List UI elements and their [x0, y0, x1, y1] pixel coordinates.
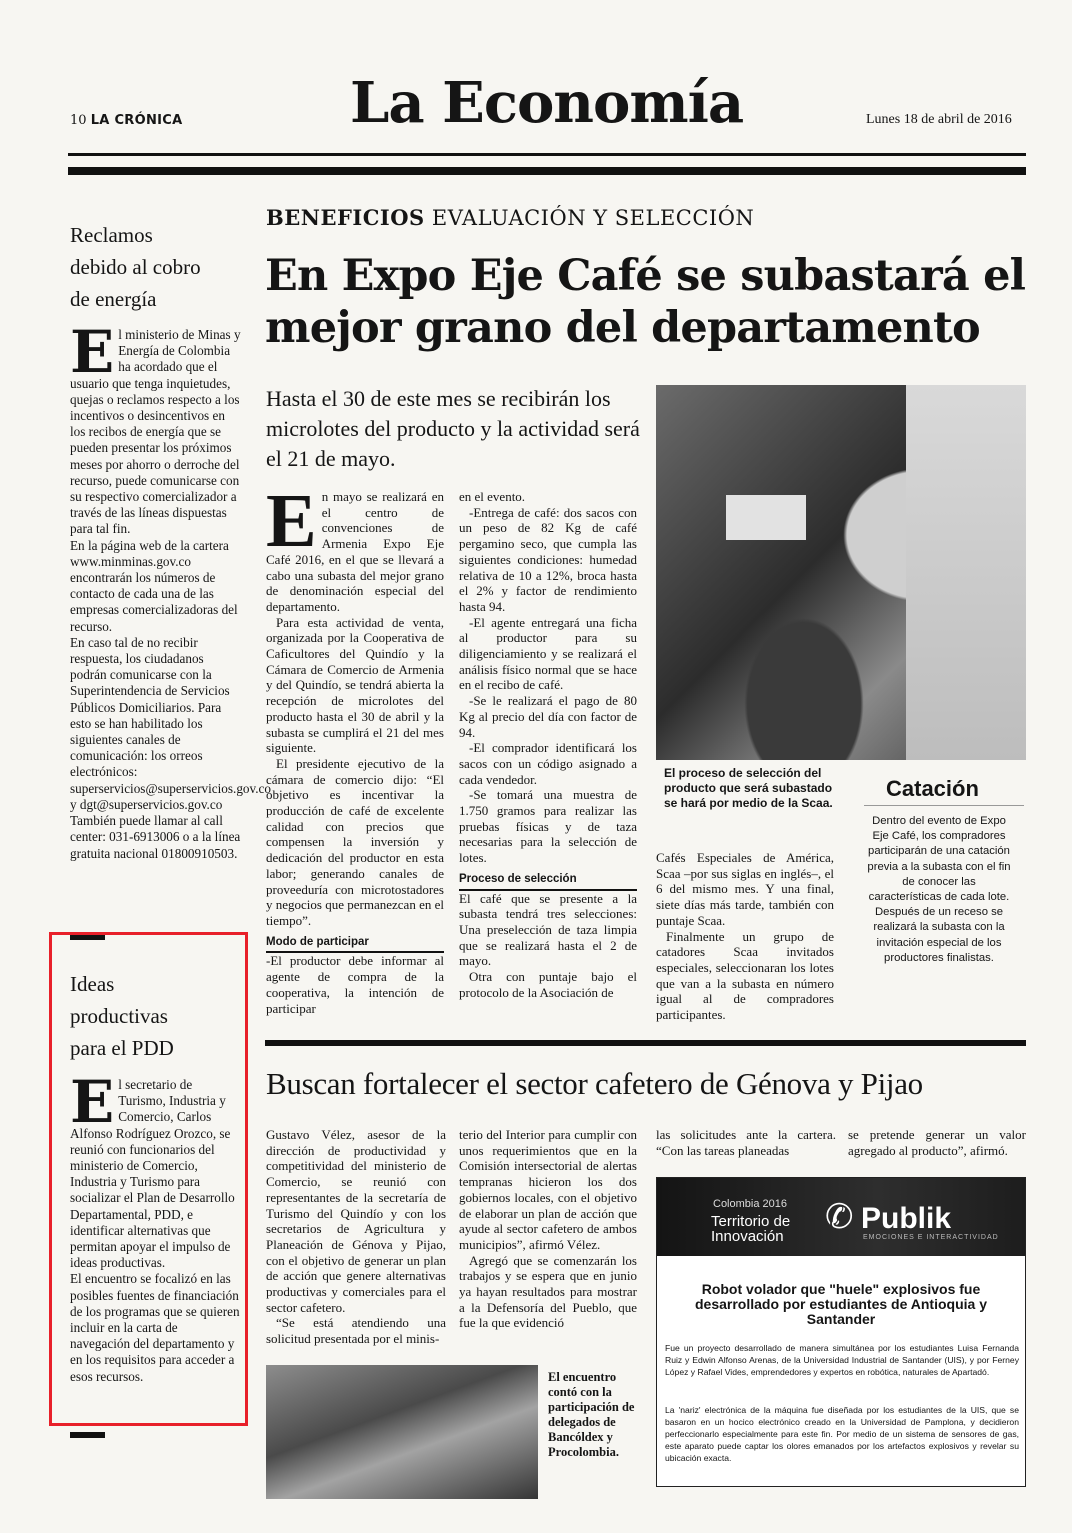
- apron-image: [906, 385, 1026, 760]
- story-headline: En Expo Eje Café se subastará el mejor grano del departamento: [265, 251, 1026, 353]
- page-number: 10: [70, 113, 87, 128]
- story-column-2: en el evento. -Entrega de café: dos sacos con un peso de 82 Kg de café pergamino seco, que cumpla las siguientes condiciones: humedad relativa de 10 a 12%, broca hasta el 2% y factor de rendimiento hasta 94. -El agente entregará una ficha al productor para su diligenciamiento y se realizará el análisis físico normal que se hace en el recibo de café. -Se le realizará el pago de 80 Kg al precio del día con factor de 94. -El comprador identificará los sacos con un código asignado a cada vendedor. -Se tomará una muestra de 1.750 gramos para realizar las pruebas físicas y de taza necesarias para la selección de lotes. Proceso de selección El café que se presente a la subasta tendrá tres selecciones: Una preselección de taza limpia que se realizará hasta el 2 de mayo. Otra con puntaje bajo el protocolo de la Asociación de: [459, 489, 637, 1000]
- story2-column-1: Gustavo Vélez, asesor de la dirección de productividad y competitividad del ministerio de Comercio, se reunió con representantes de la secretaría de Turismo del Quindío y con los secretarios de Agricultura y Planeación de Génova y Pijao, con el objetivo de generar un plan de acción que genere alternativas productivas y comerciales para el sector cafetero. “Se está atendiendo una solicitud presentada por el minis-: [266, 1127, 446, 1347]
- ad-body-1: Fue un proyecto desarrollado de manera simultánea por los estudiantes Luisa Fernanda Ruiz y Edwin Alfonso Arenas, de la Universidad Industrial de Santander (UIS), y por Ferney López y Rafael Vides, emprendedores y expertos en robótica, naturales de Apartadó.: [665, 1343, 1019, 1377]
- catacion-title: Catación: [886, 776, 979, 801]
- story2-headline: Buscan fortalecer el sector cafetero de Génova y Pijao: [266, 1066, 923, 1101]
- story-column-1: E n mayo se realizará en el centro de convenciones de Armenia Expo Eje Café 2016, en el que se llevará a cabo una subasta del mejor grano de denominación especial del departamento. Para esta actividad de venta, organizada por la Cooperativa de Caficultores del Quindío y la Cámara de Comercio de Armenia y del Quindío, se tendrá abierta la recepción de microlotes del producto hasta el 30 de abril y la subasta se cumplirá el 21 del mes siguiente. El presidente ejecutivo de la cámara de comercio dijo: “El objetivo es incentivar la producción de café de excelente calidad con precios que compensen la inversión y dedicación del productor en esta labor; generando canales de proveeduría con microtostadores y negocios que permanezcan en el tiempo”. Modo de participar -El productor debe informar al agente de compra de la cooperativa, la intención de participar: [266, 479, 444, 1016]
- section-rule: [265, 1040, 1026, 1046]
- dropcap: E: [70, 1068, 115, 1136]
- ad-body-2: La 'nariz' electrónica de la máquina fue diseñada por los estudiantes de la UIS, que se basaron en un hocico electrónico creado en la Universidad de Pamplona, y decidieron perfeccionarlo especialmente para este fin. Por medio de un sistema de sensores de gas, este aparato puede captar los olores emanados por los artefactos explosivos y revelar su ubicación exacta.: [665, 1405, 1019, 1463]
- sidebar1-title: Reclamos debido al cobro de energía: [70, 223, 201, 311]
- story2-column-3: las solicitudes ante la cartera. “Con las tareas planeadas: [656, 1127, 836, 1158]
- coffee-photo: [656, 385, 1026, 760]
- ad-headline: Robot volador que "huele" explosivos fue desarrollado por estudiantes de Antioquia y Santander: [695, 1281, 987, 1327]
- story-deck: Hasta el 30 de este mes se recibirán los microlotes del producto y la actividad será el 21 de mayo.: [266, 386, 640, 471]
- scale-image: [726, 495, 806, 540]
- dropcap: E: [266, 479, 317, 563]
- meeting-photo: [266, 1365, 538, 1499]
- sidebar2-body: E l secretario de Turismo, Industria y Comercio, Carlos Alfonso Rodríguez Orozco, se reunió con funcionarios del ministerio de Comercio, Industria y Turismo para socializar el Plan de Desarrollo Departamental, PDD, e identificar alternativas que permitan apoyar el impulso de ideas productivas. El encuentro se focalizó en las posibles fuentes de financiación de los programas que se quieren incluir en la carta de navegación del departamento y en los requisitos para acceder a esos recursos.: [70, 1068, 240, 1384]
- section-title: La Economía: [350, 70, 744, 136]
- publik-logo-icon: ✆: [825, 1197, 854, 1237]
- page-folio: [70, 113, 182, 128]
- sidebar-separator: [70, 1432, 105, 1438]
- publik-logo: Publik: [861, 1202, 952, 1235]
- story2-column-4: se pretende generar un valor agregado al producto”, afirmó.: [848, 1127, 1026, 1158]
- story-column-3: Cafés Especiales de América, Scaa –por sus siglas en inglés–, el 6 del mismo mes. Y una final, siete días más tarde, también con puntaje Scaa. Finalmente un grupo de catadores Scaa invitados especiales, seleccionaran los lotes que van a la subasta en número igual al de compradores participantes.: [656, 850, 834, 1023]
- header-rule-thick: [68, 167, 1026, 175]
- paper-name: LA CRÓNICA: [90, 113, 183, 128]
- story2-column-2: terio del Interior para cumplir con unos requerimientos que en la Comisión intersectorial de alertas tempranas hicieron los dos gobiernos locales, con el objetivo de elaborar un plan de acción que ayude al sector cafetero de ambos municipios”, afirmó Vélez. Agregó que se comenzarán los trabajos y se espera que en junio ya hayan resultados para mostrar a la Defensoría del Pueblo, que fue la que evidenció: [459, 1127, 637, 1331]
- ad-banner: Colombia 2016 Territorio de Innovación ✆ Publik EMOCIONES E INTERACTIVIDAD: [657, 1178, 1025, 1256]
- subhead: Proceso de selección: [459, 872, 637, 891]
- photo-caption: El proceso de selección del producto que será subastado se hará por medio de la Scaa.: [664, 766, 833, 810]
- header-rule-thin: [68, 153, 1026, 156]
- story-kicker: BENEFICIOS EVALUACIÓN Y SELECCIÓN: [266, 205, 755, 230]
- subhead: Modo de participar: [266, 935, 444, 954]
- dropcap: E: [70, 318, 115, 386]
- catacion-rule: [864, 805, 1024, 806]
- catacion-body: Dentro del evento de Expo Eje Café, los compradores participarán de una catación previa a la subasta con el fin de conocer las características de cada lote. Después de un receso se realizará la subasta con la invitación especial de los productores finalistas.: [867, 815, 1011, 964]
- sidebar1-body: E l ministerio de Minas y Energía de Colombia ha acordado que el usuario que tenga inquietudes, quejas o reclamos respecto a los incentivos o desincentivos en los recibos de energía que se pueden presentar los próximos meses por ahorro o derroche del recurso, puede comunicarse con su respectivo comercializador a través de las líneas dispuestas para tal fin. En la página web de la cartera www.minminas.gov.co encontrarán los números de contacto de cada una de las empresas comercializadoras del recurso. En caso tal de no recibir respuesta, los ciudadanos podrán comunicarse con la Superintendencia de Servicios Públicos Domiciliarios. Para esto se han habilitado los siguientes canales de comunicación: los orreos electrónicos: superservicios@superservicios.gov.co y dgt@superservicios.gov.co También puede llamar al call center: 031-6913006 o a la línea gratuita nacional 01800910503.: [70, 318, 271, 861]
- sidebar2-title: Ideas productivas para el PDD: [70, 972, 174, 1060]
- issue-date: Lunes 18 de abril de 2016: [866, 112, 1012, 127]
- photo-caption: El encuentro contó con la participación de delegados de Bancóldex y Procolombia.: [548, 1370, 635, 1459]
- advertisement: [656, 1177, 1026, 1487]
